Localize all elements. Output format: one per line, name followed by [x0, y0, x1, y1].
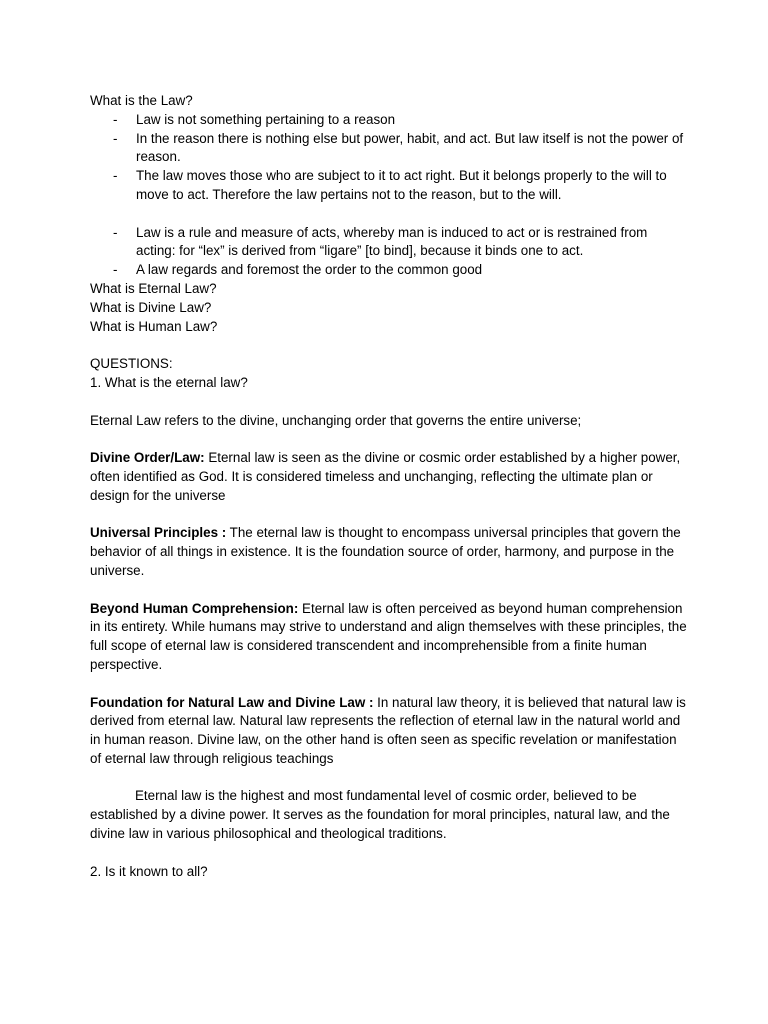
questions-label: QUESTIONS:	[90, 356, 173, 372]
point-term: Foundation for Natural Law and Divine Law :	[90, 694, 374, 710]
bullet-item	[90, 111, 690, 130]
bullet-item	[90, 167, 690, 205]
point-beyond-comprehension	[90, 600, 690, 675]
followup-question: What is Human Law?	[90, 318, 218, 334]
blank-line	[90, 336, 690, 355]
followup-question: What is Divine Law?	[90, 299, 212, 315]
dash-marker: -	[113, 168, 118, 184]
blank-line	[90, 393, 690, 412]
point-divine-order	[90, 449, 690, 505]
question-2: 2. Is it known to all?	[90, 863, 208, 879]
blank-line	[90, 769, 690, 788]
point-text: Eternal law is often perceived as beyond human comprehension in its entirety. While humans may strive to understand and align themselves with these principles, the full scope of eternal law is considered transcendent and incomprehensible from a finite human perspective.	[90, 600, 687, 672]
bullet-item	[90, 261, 690, 280]
question-1: 1. What is the eternal law?	[90, 374, 248, 390]
followup-question: What is Eternal Law?	[90, 280, 217, 296]
bullet-item	[90, 224, 690, 262]
law-bullets-group-2	[90, 224, 690, 280]
eternal-law-definition: Eternal Law refers to the divine, unchanging order that governs the entire universe;	[90, 412, 582, 428]
bullet-text: Law is not something pertaining to a reason	[136, 111, 396, 127]
law-bullets-group-1	[90, 111, 690, 205]
document-page	[90, 92, 690, 881]
dash-marker: -	[113, 224, 118, 240]
dash-marker: -	[113, 130, 118, 146]
point-text: Eternal law is seen as the divine or cosmic order established by a higher power, often identified as God. It is considered timeless and unchanging, reflecting the ultimate plan or design for the universe	[90, 450, 681, 503]
blank-line	[90, 844, 690, 863]
point-term: Beyond Human Comprehension:	[90, 600, 299, 616]
blank-line	[90, 675, 690, 694]
section-heading-what-is-law: What is the Law?	[90, 93, 193, 108]
blank-line	[90, 430, 690, 449]
bullet-text: The law moves those who are subject to it to act right. But it belongs properly to the will to move to act. Therefore the law pertains not to the reason, but to the will.	[136, 168, 667, 202]
bullet-text: A law regards and foremost the order to the common good	[136, 262, 483, 278]
point-foundation	[90, 694, 690, 769]
blank-line	[90, 205, 690, 224]
point-text: In natural law theory, it is believed that natural law is derived from eternal law. Natural law represents the reflection of eternal law in the natural world and in human reason. Divine law, on the other hand is often seen as specific revelation or manifestation of eternal law through religious teachings	[90, 694, 686, 766]
bullet-item	[90, 130, 690, 168]
blank-line	[90, 506, 690, 525]
blank-line	[90, 581, 690, 600]
dash-marker: -	[113, 262, 118, 278]
point-text: The eternal law is thought to encompass universal principles that govern the behavior of all things in existence. It is the foundation source of order, harmony, and purpose in the universe.	[90, 525, 681, 578]
point-universal-principles	[90, 524, 690, 580]
eternal-law-summary: Eternal law is the highest and most fundamental level of cosmic order, believed to be established by a divine power. It serves as the foundation for moral principles, natural law, and the divine law in various philosophical and theological traditions.	[90, 788, 670, 842]
point-term: Divine Order/Law:	[90, 450, 205, 466]
point-term: Universal Principles :	[90, 525, 227, 541]
bullet-text: Law is a rule and measure of acts, whereby man is induced to act or is restrained from acting: for “lex” is derived from “ligare” [to bind], because it binds one to act.	[136, 224, 648, 259]
bullet-text: In the reason there is nothing else but power, habit, and act. But law itself is not the power of reason.	[136, 130, 684, 165]
dash-marker: -	[113, 111, 118, 127]
